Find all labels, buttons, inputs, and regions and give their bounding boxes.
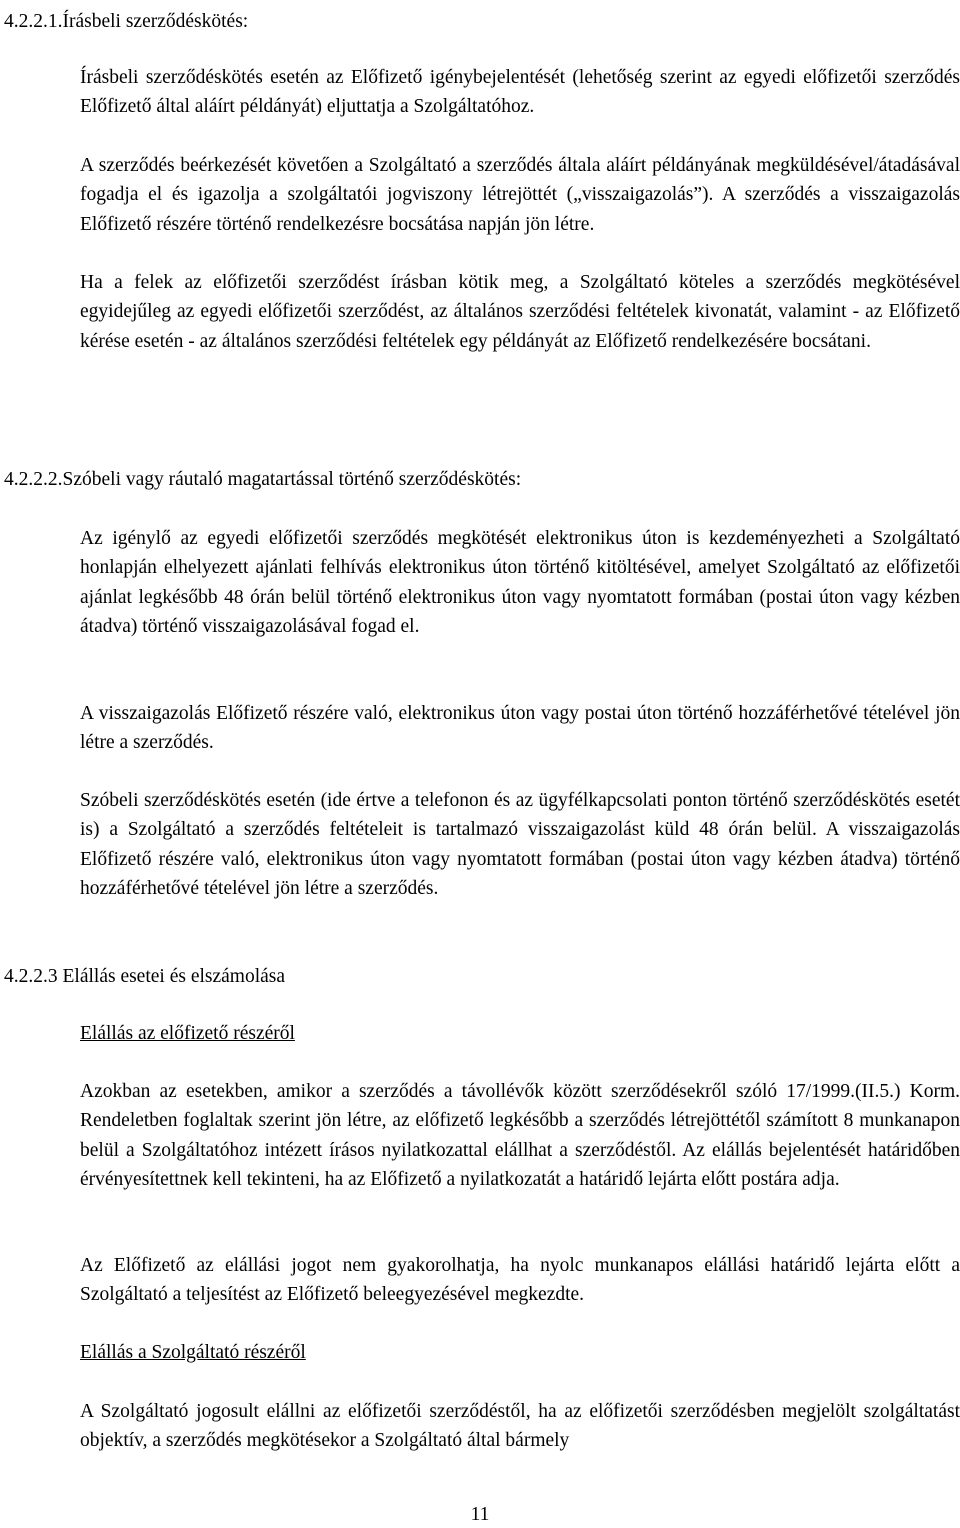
paragraph: A szerződés beérkezését követően a Szolgáltató a szerződés általa aláírt példányának megküldésével/átadásával fogadja el és igazolja a szolgáltatói jogviszony létrejöttét („visszaigazolás”). A szerződés a visszaigazolás Előfizető részére történő rendelkezésre bocsátása napján jön létre. <box>80 155 960 235</box>
paragraph: Szóbeli szerződéskötés esetén (ide értve a telefonon és az ügyfélkapcsolati ponton történő szerződéskötés esetét is) a Szolgáltató a szerződés feltételeit is tartalmazó visszaigazolást küld 48 órán belül. A visszaigazolás Előfizető részére való, elektronikus úton vagy nyomtatott formában (postai úton vagy kézben átadva) történő hozzáférhetővé tételével jön létre a szerződés. <box>80 790 960 899</box>
subheading-elallas-elofizeto: Elállás az előfizető részéről <box>80 1023 295 1044</box>
page-number: 11 <box>470 1504 490 1525</box>
paragraph: Az Előfizető az elállási jogot nem gyakorolhatja, ha nyolc munkanapos elállási határidő lejárta előtt a Szolgáltató a teljesítést az Előfizető beleegyezésével megkezdte. <box>80 1255 960 1306</box>
paragraph: Azokban az esetekben, amikor a szerződés a távollévők között szerződésekről szóló 17/1999.(II.5.) Korm. Rendeletben foglaltak szerint jön létre, az előfizető legkésőbb a szerződés létrejöttétől számított 8 munkanapon belül a Szolgáltatóhoz intézett írásos nyilatkozattal elállhat a szerződéstől. Az elállás bejelentését határidőben érvényesítettnek kell tekinteni, ha az Előfizető a nyilatkozatát a határidő lejárta előtt postára adja. <box>80 1081 960 1190</box>
paragraph: Írásbeli szerződéskötés esetén az Előfizető igénybejelentését (lehetőség szerint az egyedi előfizetői szerződés Előfizető által aláírt példányát) eljuttatja a Szolgáltatóhoz. <box>80 67 960 118</box>
paragraph: Az igénylő az egyedi előfizetői szerződés megkötését elektronikus úton is kezdeményezheti a Szolgáltató honlapján elhelyezett ajánlati felhívás elektronikus úton történő kitöltésével, amelyet Szolgáltató az előfizetői ajánlat legkésőbb 48 órán belül történő elektronikus úton vagy nyomtatott formában (postai úton vagy kézben átadva) történő visszaigazolásával fogad el. <box>80 528 960 637</box>
section-heading-4-2-2-1: 4.2.2.1.Írásbeli szerződéskötés: <box>4 11 249 32</box>
section-heading-4-2-2-2: 4.2.2.2.Szóbeli vagy ráutaló magatartással történő szerződéskötés: <box>4 469 522 490</box>
paragraph: A Szolgáltató jogosult elállni az előfizetői szerződéstől, ha az előfizetői szerződésben megjelölt szolgáltatást objektív, a szerződés megkötésekor a Szolgáltató által bármely <box>80 1401 960 1452</box>
section-heading-4-2-2-3: 4.2.2.3 Elállás esetei és elszámolása <box>4 966 286 987</box>
subheading-elallas-szolgaltato: Elállás a Szolgáltató részéről <box>80 1342 306 1363</box>
paragraph: Ha a felek az előfizetői szerződést írásban kötik meg, a Szolgáltató köteles a szerződés megkötésével egyidejűleg az egyedi előfizetői szerződést, az általános szerződési feltételek kivonatát, valamint - az Előfizető kérése esetén - az általános szerződési feltételek egy példányát az Előfizető rendelkezésére bocsátani. <box>80 272 960 352</box>
paragraph: A visszaigazolás Előfizető részére való, elektronikus úton vagy postai úton történő hozzáférhetővé tételével jön létre a szerződés. <box>80 703 960 754</box>
